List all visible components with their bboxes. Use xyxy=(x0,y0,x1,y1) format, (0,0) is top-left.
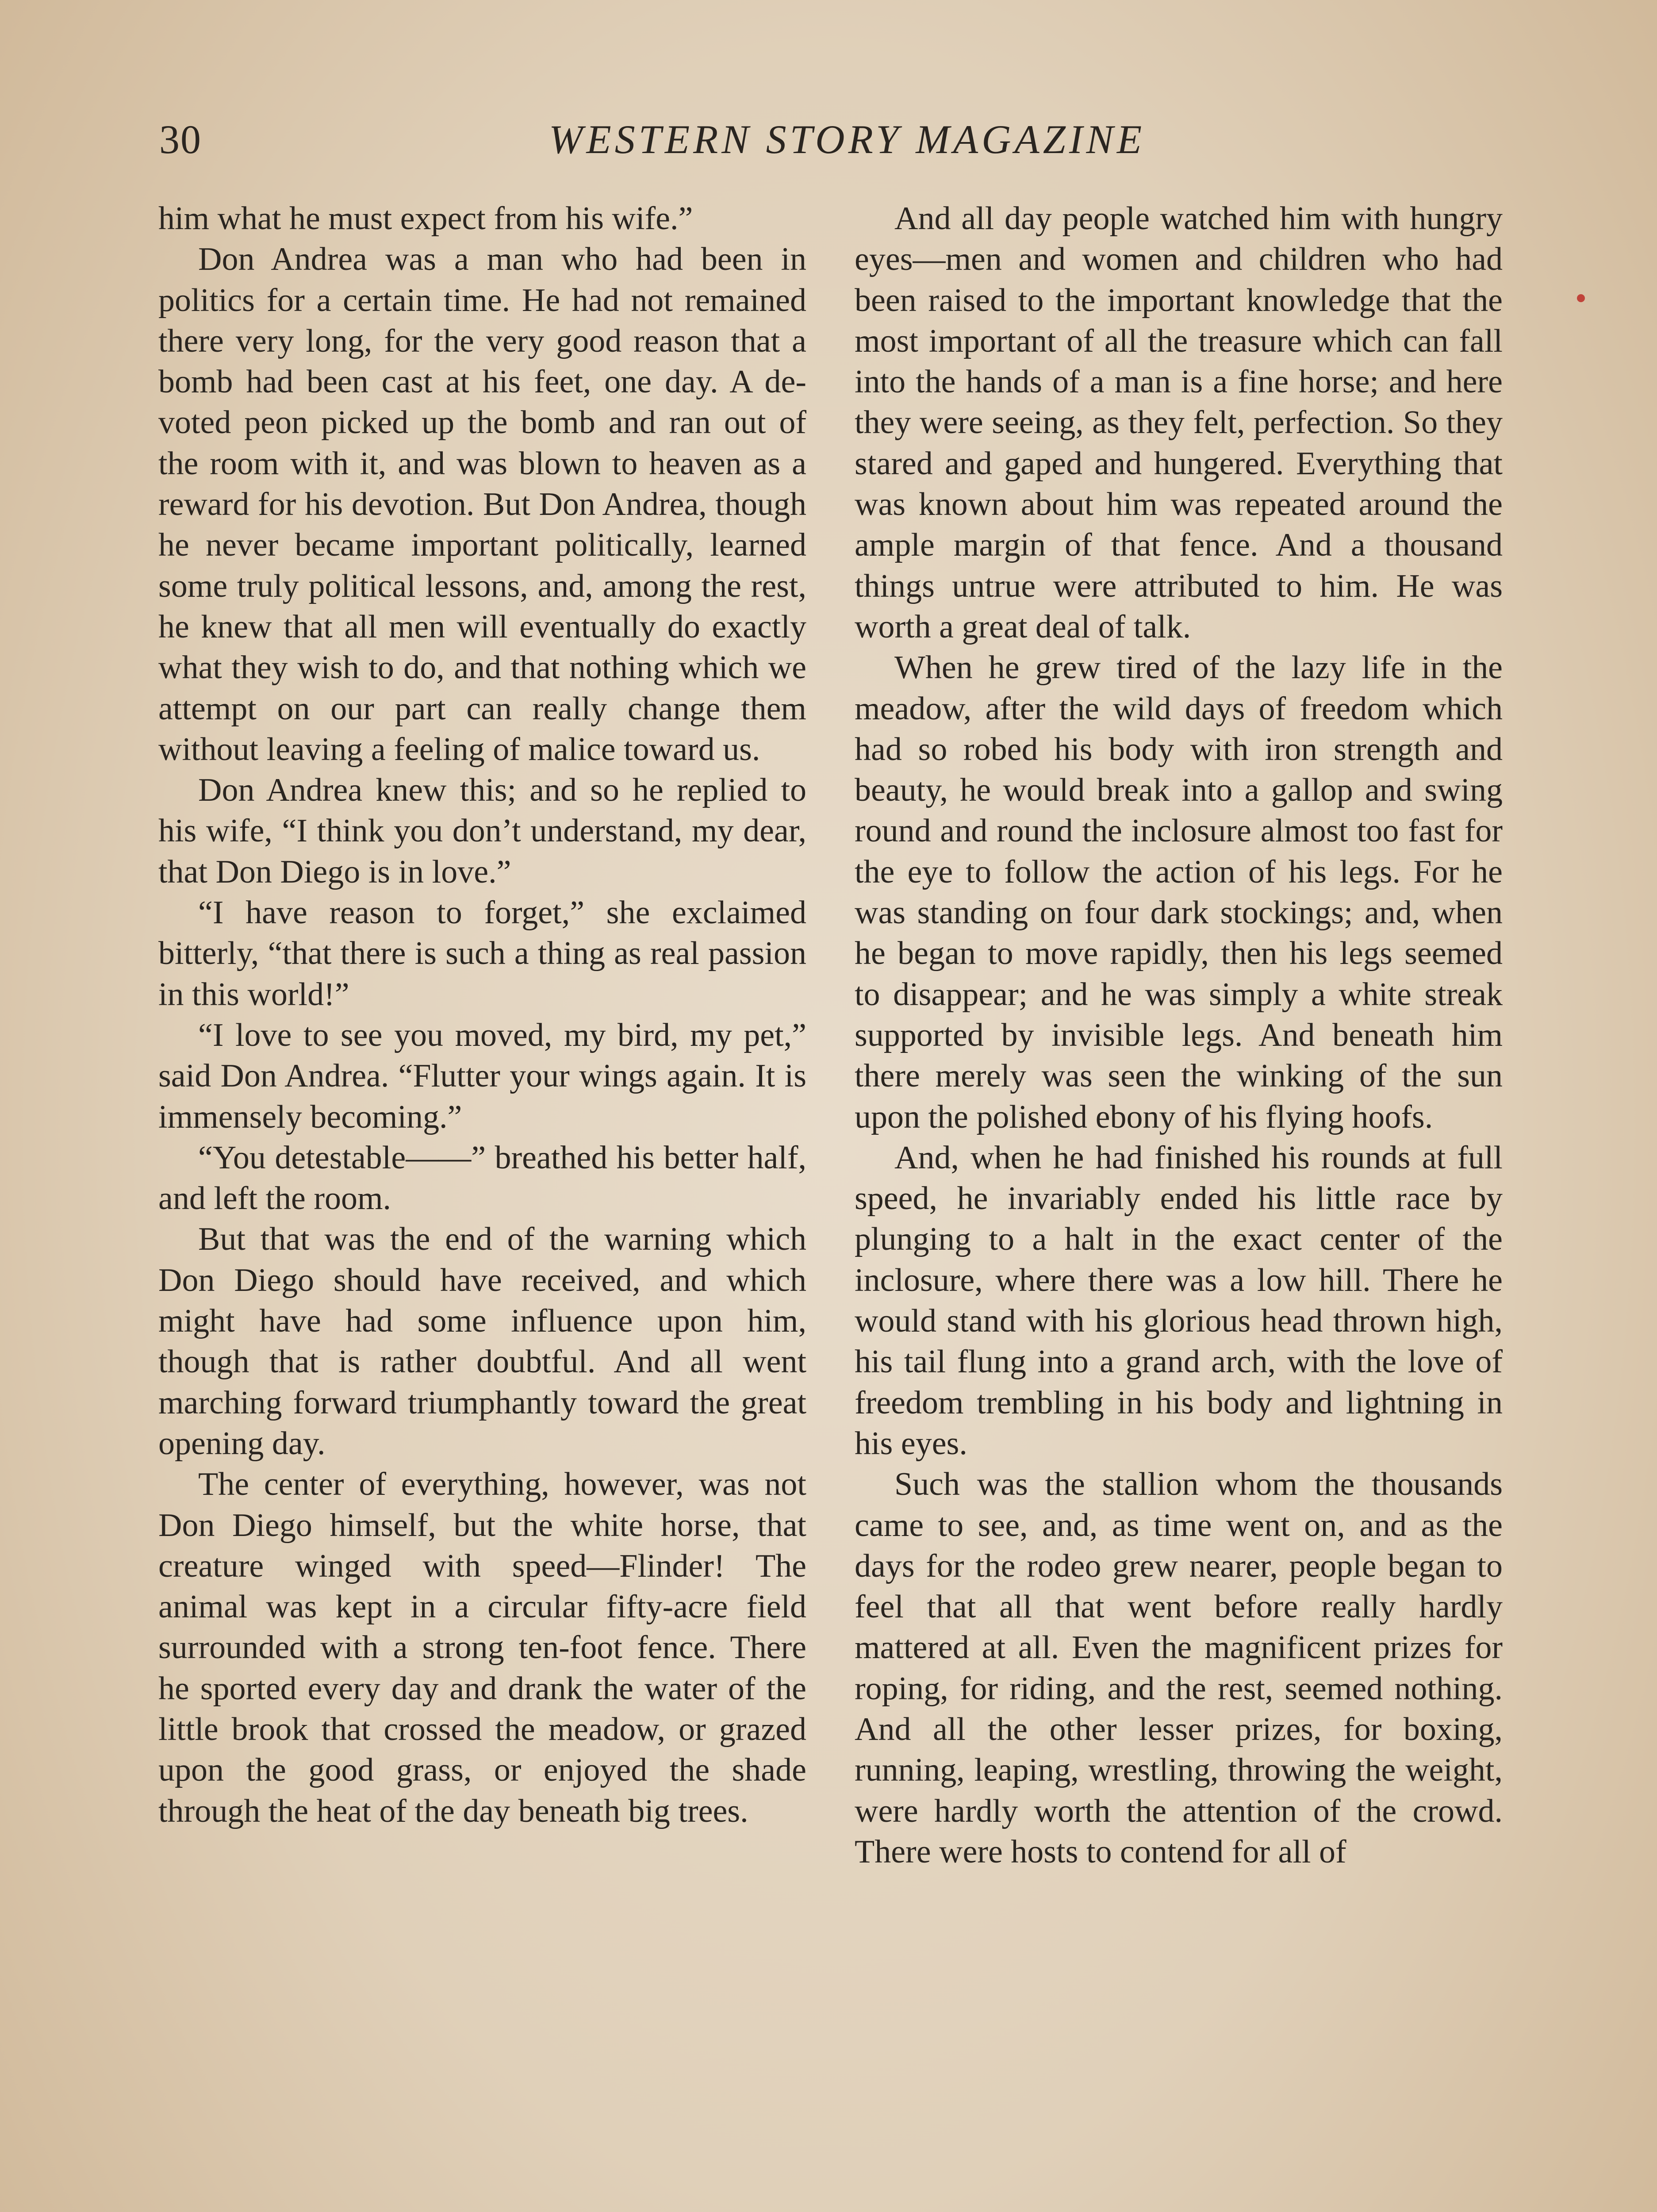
paragraph: And all day people watched him with hungry eyes—men and women and children who had been raised to the important knowledge that the most important of all the treasure which can fall into the hands of a man is a fine horse; and here they were seeing, as they felt, perfection. So they stared and gaped and hungered. Everything that was known about him was repeated around the ample margin of that fence. And a thousand things untrue were attributed to him. He was worth a great deal of talk. xyxy=(855,200,1503,645)
text-column-left xyxy=(158,198,806,1832)
magazine-title: WESTERN STORY MAGAZINE xyxy=(548,117,1146,162)
paragraph: “I have reason to forget,” she exclaimed bitterly, “that there is such a thing as real passion in this world!” xyxy=(158,895,806,1013)
running-header xyxy=(159,116,1535,178)
text-column-right xyxy=(855,198,1503,1872)
paragraph: And, when he had finished his rounds at full speed, he invariably ended his little race by plunging to a halt in the exact center of the inclosure, where there was a low hill. There he would stand with his glorious head thrown high, his tail flung into a grand arch, with the love of freedom trembling in his body and lightning in his eyes. xyxy=(855,1139,1503,1462)
paragraph: The center of everything, however, was not Don Diego himself, but the white horse, that creature winged with speed—Flinder! The animal was kept in a circular fifty-acre field surrounded with a strong ten-foot fence. There he sported every day and drank the water of the little brook that crossed the meadow, or grazed upon the good grass, or enjoyed the shade through the heat of the day beneath big trees. xyxy=(158,1466,806,1829)
paragraph: When he grew tired of the lazy life in the meadow, after the wild days of freedom which had so robed his body with iron strength and beauty, he would break into a gallop and swing round and round the inclosure almost too fast for the eye to follow the action of his legs. For he was standing on four dark stockings; and, when he began to move rapidly, then his legs seemed to disappear; and he was simply a white streak supported by invisible legs. And beneath him there merely was seen the winking of the sun upon the polished ebony of his flying hoofs. xyxy=(855,649,1503,1135)
paragraph: Don Andrea was a man who had been in politics for a certain time. He had not remained there very long, for the very good reason that a bomb had been cast at his feet, one day. A devoted peon picked up the bomb and ran out of the room with it, and was blown to heaven as a reward for his devotion. But Don Andrea, though he never became important politically, learned some truly political lessons, and, among the rest, he knew that all men will eventually do exactly what they wish to do, and that nothing which we attempt on our part can really change them without leaving a feeling of malice toward us. xyxy=(158,241,806,768)
paragraph: “You detestable——” breathed his better half, and left the room. xyxy=(158,1139,806,1217)
page-number: 30 xyxy=(159,117,202,162)
paragraph: Such was the stallion whom the thousands came to see, and, as time went on, and as the days for the rodeo grew nearer, people began to feel that all that went before really hardly mattered at all. Even the magnificent prizes for roping, for riding, and the rest, seemed nothing. And all the other lesser prizes, for boxing, running, leaping, wrestling, throwing the weight, were hardly worth the attention of the crowd. There were hosts to contend for all of xyxy=(855,1466,1503,1870)
paragraph: “I love to see you moved, my bird, my pet,” said Don Andrea. “Flutter your wings again. It is immensely becoming.” xyxy=(158,1017,806,1135)
paragraph: him what he must expect from his wife.” xyxy=(158,200,693,237)
paragraph: Don Andrea knew this; and so he replied to his wife, “I think you don’t understand, my dear, that Don Diego is in love.” xyxy=(158,772,806,890)
paper-speck xyxy=(1577,294,1585,302)
paragraph: But that was the end of the warning which Don Diego should have received, and which might have had some influence upon him, though that is rather doubtful. And all went marching forward triumphantly toward the great opening day. xyxy=(158,1221,806,1462)
